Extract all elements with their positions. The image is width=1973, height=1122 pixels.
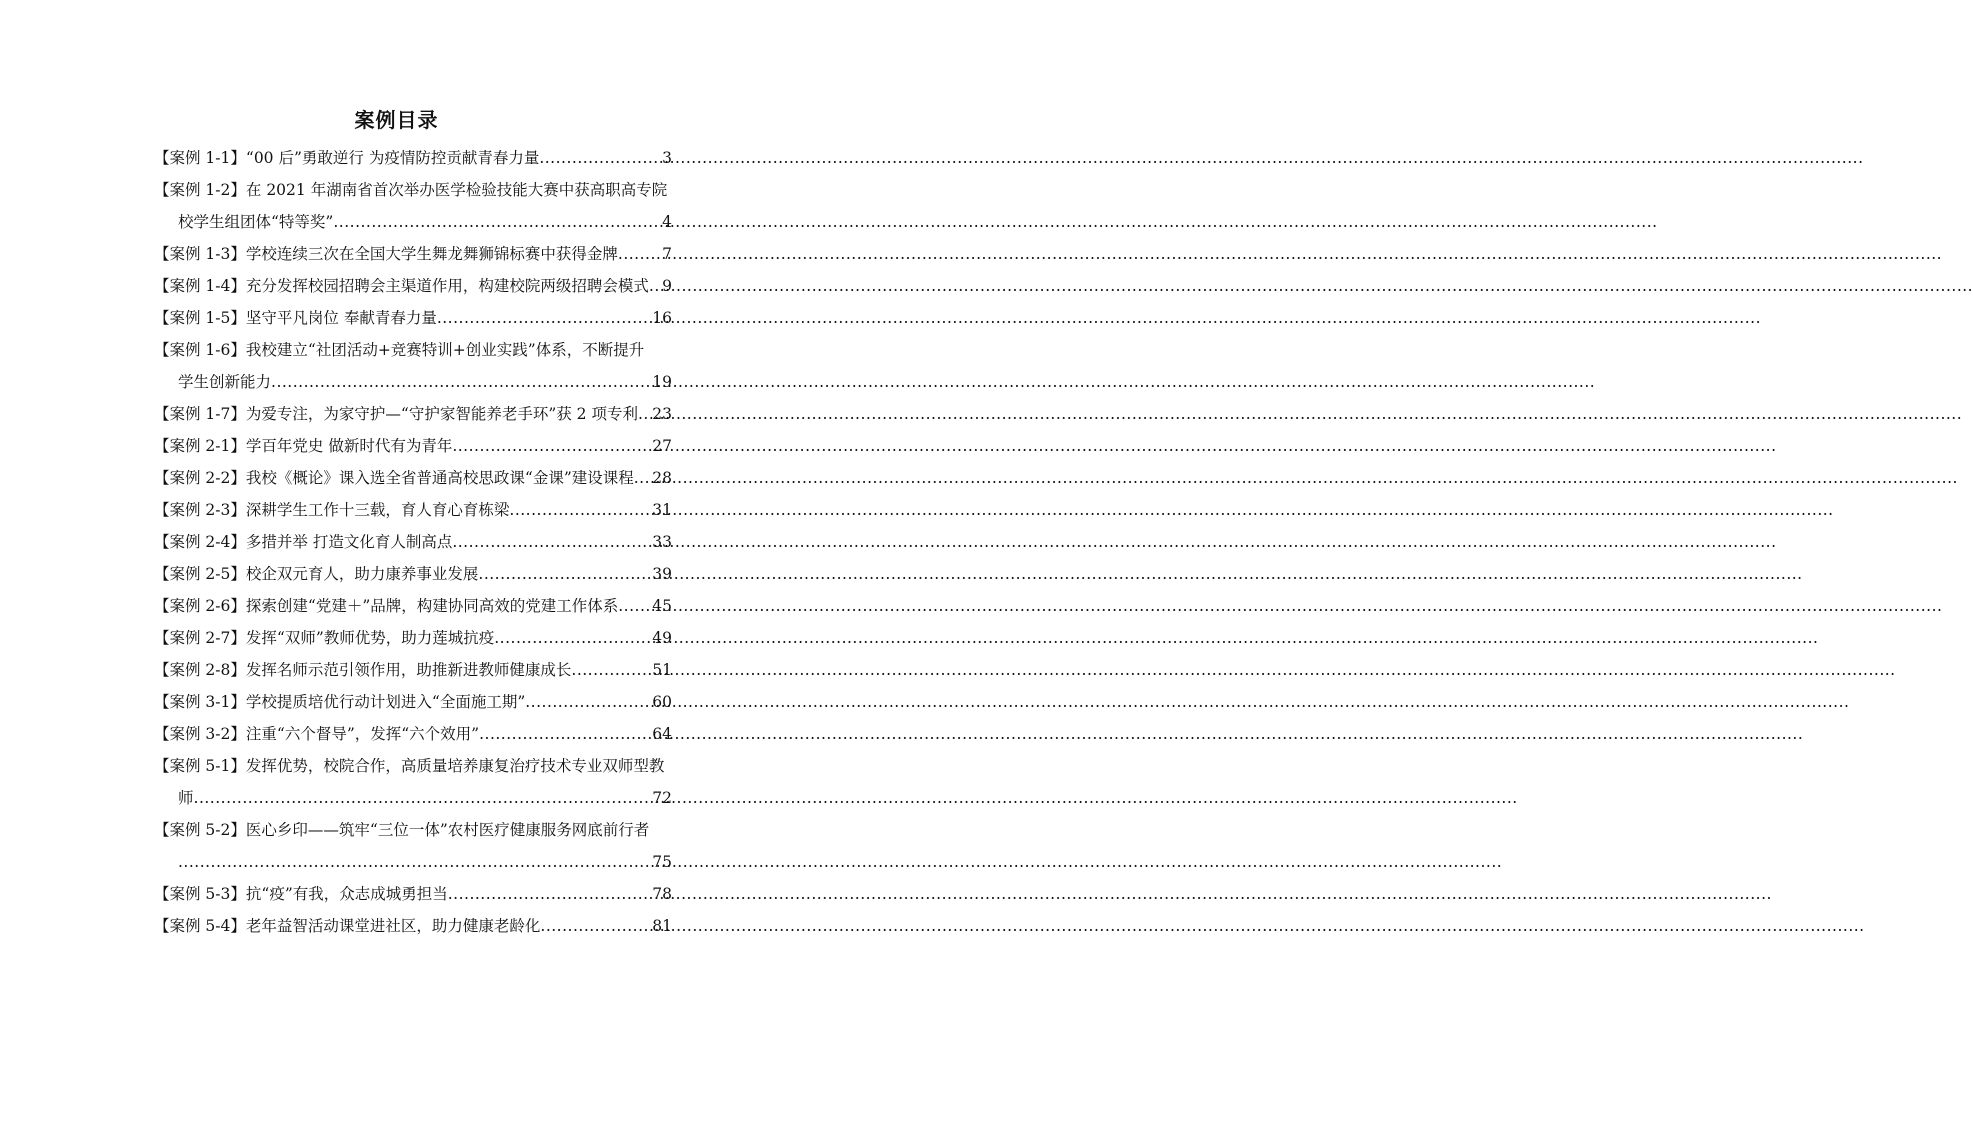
toc-entry-line bbox=[154, 142, 672, 174]
toc-entry-line bbox=[154, 590, 672, 622]
case-title: 发挥优势，校院合作，高质量培养康复治疗技术专业双师型教 bbox=[245, 757, 665, 775]
page-number: 33 bbox=[652, 533, 672, 551]
toc-entry-line bbox=[154, 878, 672, 910]
toc-entry-line bbox=[154, 686, 672, 718]
toc-entry[interactable] bbox=[154, 526, 672, 558]
page-number: 51 bbox=[652, 661, 672, 679]
case-number: 【案例 2-1】 bbox=[154, 437, 246, 455]
case-number: 【案例 5-3】 bbox=[154, 885, 246, 903]
case-title: 学百年党史 做新时代有为青年 bbox=[245, 437, 453, 455]
toc-entry[interactable] bbox=[154, 430, 672, 462]
page-number: 19 bbox=[652, 373, 672, 391]
toc-entry-line bbox=[154, 238, 672, 270]
dot-leader bbox=[448, 878, 653, 910]
case-title: 学生创新能力 bbox=[178, 373, 272, 391]
toc-entry[interactable] bbox=[154, 750, 672, 814]
dot-leader bbox=[437, 302, 652, 334]
page-number: 16 bbox=[652, 309, 672, 327]
case-title: 校学生组团体“特等奖” bbox=[178, 213, 334, 231]
toc-entry[interactable] bbox=[154, 398, 672, 430]
case-title: 校企双元育人，助力康养事业发展 bbox=[245, 565, 479, 583]
case-number: 【案例 2-3】 bbox=[154, 501, 246, 519]
toc-entry-line bbox=[154, 910, 672, 942]
case-number: 【案例 1-4】 bbox=[154, 277, 246, 295]
page-number: 75 bbox=[652, 853, 672, 871]
case-title: 为爱专注，为家守护—“守护家智能养老手环”获 2 项专利 bbox=[245, 405, 638, 423]
toc-entry-continuation bbox=[154, 206, 672, 238]
dot-leader bbox=[525, 686, 652, 718]
page-number: 72 bbox=[652, 789, 672, 807]
toc-entry-line bbox=[154, 302, 672, 334]
toc-entry[interactable] bbox=[154, 238, 672, 270]
case-number: 【案例 5-4】 bbox=[154, 917, 246, 935]
dot-leader bbox=[539, 142, 662, 174]
toc-entry-line bbox=[154, 334, 672, 366]
toc-entry[interactable] bbox=[154, 718, 672, 750]
case-title: 在 2021 年湖南省首次举办医学检验技能大赛中获高职高专院 bbox=[245, 181, 668, 199]
toc-entry[interactable] bbox=[154, 558, 672, 590]
case-number: 【案例 1-7】 bbox=[154, 405, 246, 423]
page-number: 78 bbox=[652, 885, 672, 903]
toc-entry-line bbox=[154, 718, 672, 750]
case-number: 【案例 1-2】 bbox=[154, 181, 246, 199]
toc-entry-line bbox=[154, 430, 672, 462]
case-title: 探索创建“党建＋”品牌，构建协同高效的党建工作体系 bbox=[245, 597, 619, 615]
page-number: 49 bbox=[652, 629, 672, 647]
case-title: 医心乡印——筑牢“三位一体”农村医疗健康服务网底前行者 bbox=[245, 821, 650, 839]
case-number: 【案例 5-1】 bbox=[154, 757, 246, 775]
dot-leader bbox=[479, 718, 652, 750]
page-number: 7 bbox=[662, 245, 672, 263]
dot-leader bbox=[194, 782, 653, 814]
case-title: 发挥“双师”教师优势，助力莲城抗疫 bbox=[245, 629, 495, 647]
case-number: 【案例 1-6】 bbox=[154, 341, 246, 359]
page-number: 31 bbox=[652, 501, 672, 519]
toc-entry[interactable] bbox=[154, 270, 672, 302]
toc-entry[interactable] bbox=[154, 334, 672, 398]
table-of-contents bbox=[154, 142, 672, 942]
page-number: 9 bbox=[662, 277, 672, 295]
dot-leader bbox=[634, 462, 653, 494]
toc-entry-line bbox=[154, 270, 672, 302]
dot-leader bbox=[478, 558, 652, 590]
page-number: 23 bbox=[652, 405, 672, 423]
toc-entry[interactable] bbox=[154, 174, 672, 238]
toc-entry-continuation bbox=[154, 846, 672, 878]
toc-entry-line bbox=[154, 622, 672, 654]
dot-leader bbox=[540, 910, 652, 942]
toc-entry-continuation bbox=[154, 366, 672, 398]
toc-entry[interactable] bbox=[154, 878, 672, 910]
case-title: 抗“疫”有我，众志成城勇担当 bbox=[245, 885, 448, 903]
dot-leader bbox=[638, 398, 652, 430]
case-number: 【案例 2-6】 bbox=[154, 597, 246, 615]
toc-entry[interactable] bbox=[154, 814, 672, 878]
case-number: 【案例 2-7】 bbox=[154, 629, 246, 647]
toc-entry-line bbox=[154, 398, 672, 430]
case-title: 发挥名师示范引领作用，助推新进教师健康成长 bbox=[245, 661, 572, 679]
case-title: 老年益智活动课堂进社区，助力健康老龄化 bbox=[245, 917, 541, 935]
case-number: 【案例 2-2】 bbox=[154, 469, 246, 487]
dot-leader bbox=[618, 238, 662, 270]
case-title: 学校提质培优行动计划进入“全面施工期” bbox=[245, 693, 526, 711]
page-number: 60 bbox=[652, 693, 672, 711]
case-number: 【案例 1-1】 bbox=[154, 149, 246, 167]
case-title: 注重“六个督导”，发挥“六个效用” bbox=[245, 725, 480, 743]
toc-entry[interactable] bbox=[154, 910, 672, 942]
case-title: 深耕学生工作十三载，育人育心育栋梁 bbox=[245, 501, 510, 519]
page-number: 64 bbox=[652, 725, 672, 743]
page-number: 4 bbox=[662, 213, 672, 231]
case-title: 我校《概论》课入选全省普通高校思政课“金课”建设课程 bbox=[245, 469, 634, 487]
toc-entry[interactable] bbox=[154, 302, 672, 334]
toc-entry[interactable] bbox=[154, 654, 672, 686]
dot-leader bbox=[452, 526, 652, 558]
page-number: 3 bbox=[662, 149, 672, 167]
dot-leader bbox=[494, 622, 652, 654]
case-number: 【案例 2-8】 bbox=[154, 661, 246, 679]
page-number: 27 bbox=[652, 437, 672, 455]
toc-entry-line bbox=[154, 494, 672, 526]
toc-entry-line bbox=[154, 558, 672, 590]
case-title: 学校连续三次在全国大学生舞龙舞狮锦标赛中获得金牌 bbox=[245, 245, 618, 263]
document-page bbox=[0, 0, 793, 1122]
toc-entry-line bbox=[154, 654, 672, 686]
case-number: 【案例 5-2】 bbox=[154, 821, 246, 839]
case-title: 师 bbox=[178, 789, 194, 807]
toc-entry-line bbox=[154, 462, 672, 494]
dot-leader bbox=[618, 590, 652, 622]
page-title: 案例目录 bbox=[354, 108, 439, 132]
page-number: 39 bbox=[652, 565, 672, 583]
dot-leader bbox=[271, 366, 652, 398]
toc-entry[interactable] bbox=[154, 142, 672, 174]
case-title: 充分发挥校园招聘会主渠道作用，构建校院两级招聘会模式 bbox=[245, 277, 649, 295]
case-number: 【案例 2-5】 bbox=[154, 565, 246, 583]
dot-leader bbox=[649, 270, 662, 302]
case-title: “00 后”勇敢逆行 为疫情防控贡献青春力量 bbox=[245, 149, 540, 167]
toc-entry-line bbox=[154, 174, 672, 206]
dot-leader bbox=[452, 430, 652, 462]
page-number: 28 bbox=[652, 469, 672, 487]
case-number: 【案例 1-5】 bbox=[154, 309, 246, 327]
toc-entry[interactable] bbox=[154, 590, 672, 622]
case-number: 【案例 1-3】 bbox=[154, 245, 246, 263]
case-title: 多措并举 打造文化育人制高点 bbox=[245, 533, 453, 551]
toc-entry-continuation bbox=[154, 782, 672, 814]
case-title: 坚守平凡岗位 奉献青春力量 bbox=[245, 309, 437, 327]
dot-leader bbox=[333, 206, 662, 238]
toc-entry[interactable] bbox=[154, 462, 672, 494]
page-number: 81 bbox=[652, 917, 672, 935]
toc-entry-line bbox=[154, 526, 672, 558]
toc-entry[interactable] bbox=[154, 622, 672, 654]
page-number: 45 bbox=[652, 597, 672, 615]
case-number: 【案例 3-2】 bbox=[154, 725, 246, 743]
dot-leader bbox=[509, 494, 652, 526]
case-number: 【案例 3-1】 bbox=[154, 693, 246, 711]
case-title: 我校建立“社团活动+竞赛特训+创业实践”体系，不断提升 bbox=[245, 341, 645, 359]
case-number: 【案例 2-4】 bbox=[154, 533, 246, 551]
dot-leader bbox=[571, 654, 652, 686]
toc-entry[interactable] bbox=[154, 494, 672, 526]
toc-entry[interactable] bbox=[154, 686, 672, 718]
toc-entry-line bbox=[154, 750, 672, 782]
toc-entry-line bbox=[154, 814, 672, 846]
dot-leader bbox=[178, 846, 652, 878]
